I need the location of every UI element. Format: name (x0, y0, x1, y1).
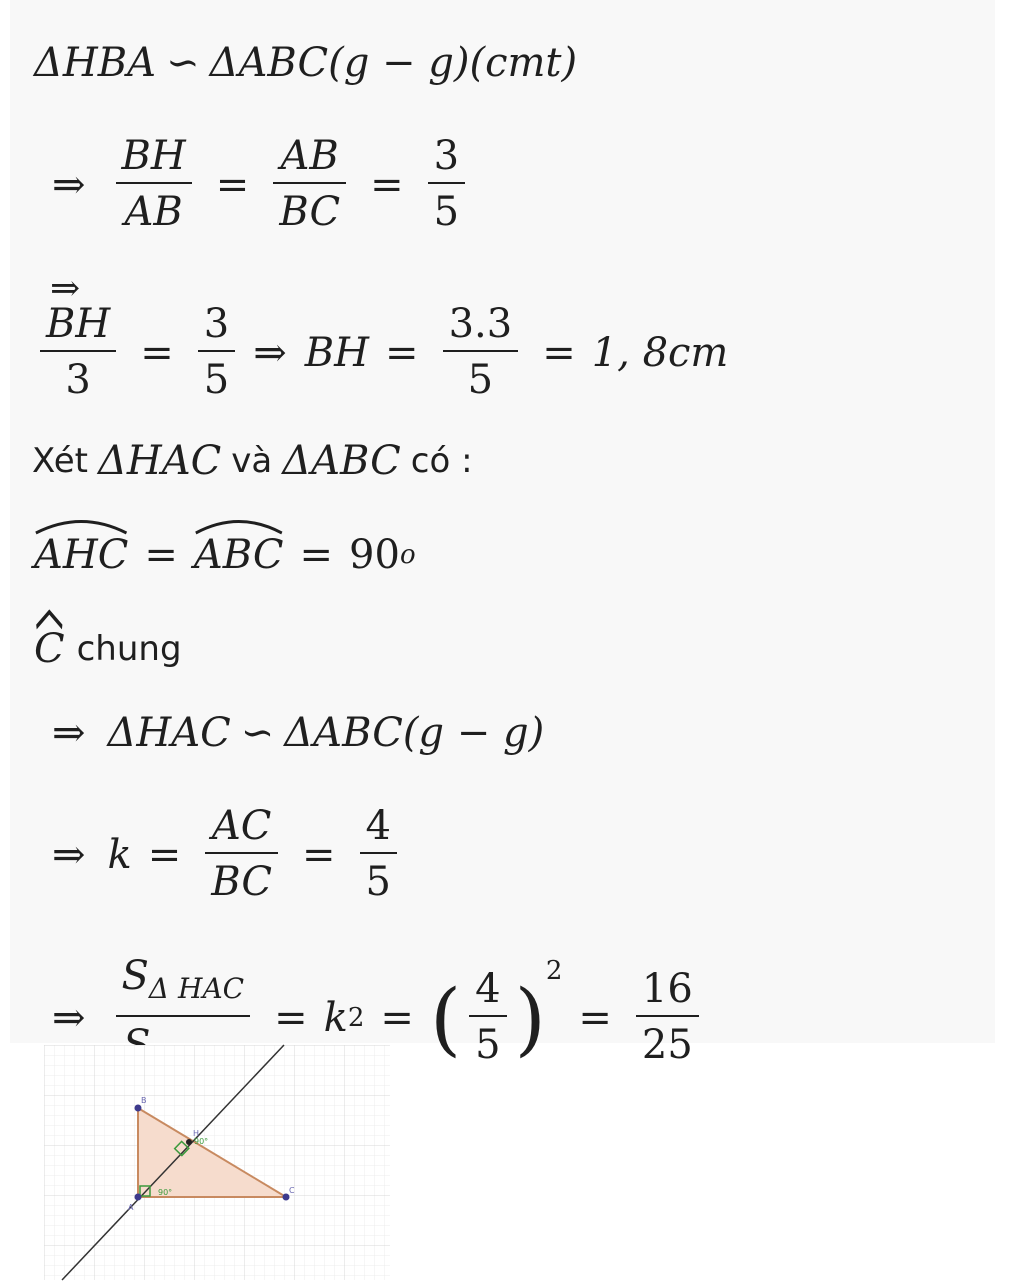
right-paren: ) (514, 971, 546, 1065)
angle-c (34, 626, 65, 672)
denominator: 5 (203, 357, 230, 403)
angle-ahc (34, 532, 128, 578)
similar-symbol: ∽ (166, 40, 200, 86)
numerator: BH (121, 133, 186, 179)
equals-sign: = (274, 995, 308, 1041)
fraction-3.3-over-5 (443, 298, 519, 408)
implies-arrow: ⇒ (52, 995, 86, 1041)
numerator: AB (280, 133, 339, 179)
k-symbol: k (107, 832, 132, 878)
equals-sign: = (385, 330, 419, 376)
area-s: S (121, 953, 149, 999)
denominator: 5 (433, 189, 460, 235)
triangle-hac: ΔHAC (107, 710, 231, 756)
label-b: B (141, 1096, 147, 1105)
label-c: C (289, 1186, 295, 1195)
numerator: AC (211, 803, 272, 849)
numerator: 3 (203, 301, 230, 347)
triangle-figure-svg (44, 1045, 390, 1280)
fraction-bh-over-3 (40, 268, 116, 408)
fraction-4-over-5 (360, 800, 397, 910)
left-paren: ( (429, 971, 462, 1065)
angle-abc-label: ABC (193, 532, 284, 578)
denominator: 3 (65, 357, 91, 403)
degree-sup: o (399, 540, 416, 570)
triangle-hac: ΔHAC (98, 438, 222, 484)
word-chung: chung (76, 629, 182, 669)
equals-sign: = (302, 832, 336, 878)
denominator: 5 (365, 859, 391, 905)
angle-label-a: 90° (158, 1188, 173, 1197)
point-a (135, 1194, 142, 1201)
line-right-angles (34, 532, 416, 578)
label-a: A (128, 1203, 134, 1212)
numerator: 3.3 (448, 301, 513, 347)
numerator: 4 (365, 803, 391, 849)
fraction-ac-over-bc (205, 800, 278, 910)
word-co: có : (410, 441, 473, 481)
line-c-chung (34, 626, 182, 672)
implies-arrow: ⇒ (50, 268, 81, 309)
numerator: 3 (433, 133, 460, 179)
triangle-abc: ΔABC (282, 438, 401, 484)
equals-sign: = (542, 330, 576, 376)
denominator: 5 (475, 1022, 501, 1068)
numerator: 4 (475, 966, 501, 1012)
ninety: 90 (349, 532, 400, 578)
bh-term: BH (304, 330, 370, 376)
fraction-ab-over-bc (273, 130, 346, 240)
fraction-3-over-5 (428, 130, 465, 240)
angle-hat-icon (34, 610, 65, 628)
line-similarity-hba-abc (34, 40, 577, 86)
implies-arrow: ⇒ (52, 162, 86, 208)
denominator: 25 (641, 1022, 693, 1068)
equals-sign: = (215, 162, 250, 208)
paren-exponent: 2 (545, 956, 563, 986)
implies-arrow: ⇒ (52, 710, 86, 756)
triangle-abc-gg: ΔABC(g − g) (284, 710, 545, 756)
point-b (135, 1105, 142, 1112)
triangle-abc-gg-cmt: ΔABC(g − g)(cmt) (209, 40, 578, 86)
similar-symbol: ∽ (240, 710, 275, 756)
denominator: AB (124, 189, 183, 235)
numerator: 16 (641, 966, 693, 1012)
equals-sign: = (140, 330, 174, 376)
fraction-4-over-5 (469, 963, 506, 1073)
fraction-bh-over-ab (116, 130, 192, 240)
triangle-figure (44, 1045, 390, 1280)
word-va: và (231, 441, 273, 481)
numerator: BH (46, 301, 111, 347)
angle-hat-icon (194, 516, 284, 534)
k-symbol: k (323, 995, 348, 1041)
fraction-3-over-5 (198, 298, 235, 408)
solution-panel (10, 0, 995, 1068)
point-h (186, 1139, 192, 1145)
equals-sign: = (144, 532, 178, 578)
k-exponent: 2 (347, 1003, 365, 1033)
equals-sign: = (299, 532, 334, 578)
area-sub-hac: Δ HAC (148, 972, 245, 1005)
label-h: H (193, 1129, 200, 1138)
angle-abc (194, 532, 284, 578)
equals-sign: = (147, 832, 182, 878)
implies-arrow: ⇒ (253, 330, 287, 376)
denominator: 5 (467, 357, 494, 403)
denominator: BC (279, 189, 341, 235)
equals-sign: = (380, 995, 414, 1041)
line-similarity-hac-abc (52, 710, 544, 756)
angle-ahc-label: AHC (34, 532, 129, 578)
angle-label-h: 90° (194, 1137, 209, 1146)
denominator: BC (211, 859, 273, 905)
line-ratio-bh-ab (52, 130, 473, 240)
angle-c-label: C (34, 626, 65, 672)
line-bh-result (32, 268, 729, 408)
line-xet-hac-abc (32, 438, 473, 484)
word-xet: Xét (32, 441, 89, 481)
equals-sign: = (578, 995, 612, 1041)
fraction-16-over-25 (636, 963, 699, 1073)
implies-arrow: ⇒ (52, 832, 86, 878)
numerator (116, 950, 251, 1015)
triangle-hba: ΔHBA (34, 40, 157, 86)
line-ratio-k (52, 800, 405, 910)
bh-value: 1, 8cm (591, 330, 729, 376)
equals-sign: = (370, 162, 404, 208)
angle-hat-icon (34, 516, 128, 534)
